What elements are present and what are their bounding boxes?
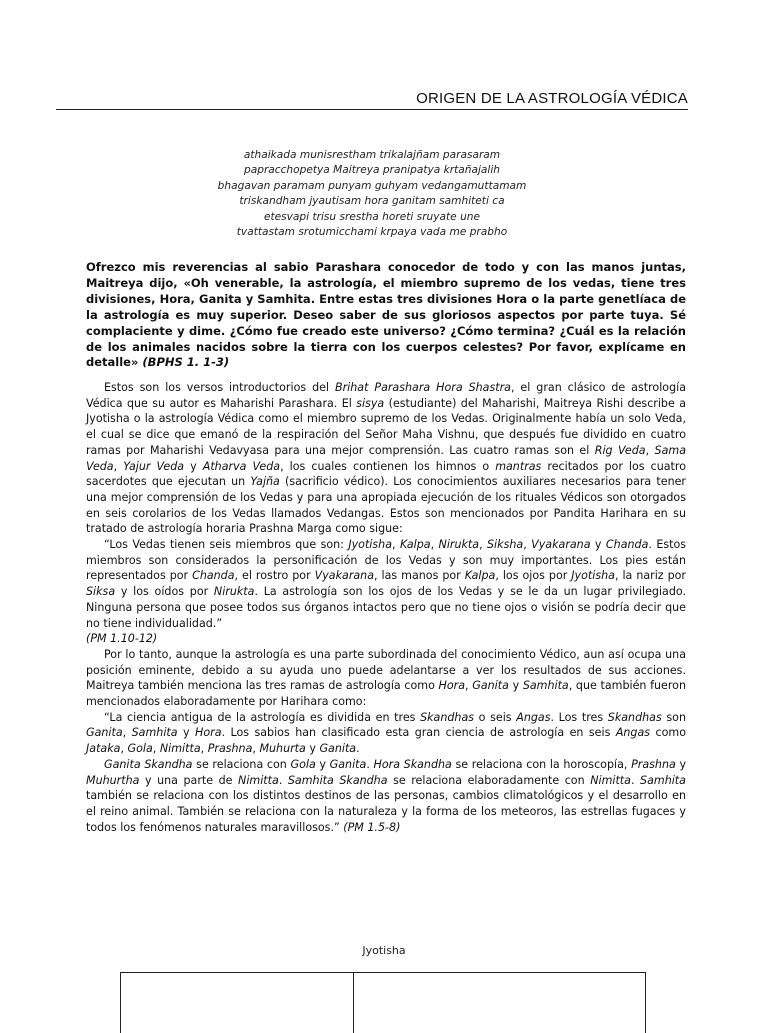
italic-run: Jyotisha bbox=[571, 569, 615, 583]
italic-run: Angas bbox=[516, 710, 551, 724]
text-run: y bbox=[177, 726, 196, 740]
italic-run: Chanda bbox=[192, 569, 235, 583]
italic-run: Siksha bbox=[487, 538, 524, 552]
italic-run: mantras bbox=[495, 459, 542, 473]
text-run: y bbox=[675, 757, 687, 771]
text-run: , el rostro por bbox=[234, 569, 315, 583]
quote-2 bbox=[86, 710, 686, 757]
italic-run: Hora bbox=[438, 679, 466, 693]
text-run: se relaciona elaboradamente con bbox=[387, 773, 591, 787]
text-run: , las manos por bbox=[374, 569, 465, 583]
text-run: recitados por los cuatro sacerdotes que ejecutan un bbox=[86, 459, 687, 489]
italic-run: Nimitta bbox=[159, 742, 201, 756]
text-run: se relaciona con la horoscopía, bbox=[451, 757, 632, 771]
italic-run: Angas bbox=[615, 726, 651, 740]
text-run: , bbox=[113, 459, 124, 473]
intro-reference: (BPHS 1. 1-3) bbox=[142, 355, 230, 370]
verse-line: etesvapi trisu srestha horeti sruyate une bbox=[263, 210, 481, 223]
text-run: , los ojos por bbox=[495, 569, 572, 583]
text-run: , bbox=[645, 443, 655, 457]
text-run: . bbox=[278, 773, 288, 787]
text-run: o seis bbox=[474, 710, 517, 724]
text-run: . Los tres bbox=[550, 710, 608, 724]
text-run: y los oídos por bbox=[115, 585, 214, 599]
italic-run: Gola bbox=[127, 742, 153, 756]
italic-run: Brihat Parashara Hora Shastra bbox=[335, 381, 511, 394]
text-run: son bbox=[661, 710, 686, 724]
sanskrit-verses bbox=[56, 148, 688, 240]
text-run: también se relaciona con los distintos destinos de las personas, cambios climatológicos y el desarrollo en el reino animal. También se relaciona con la naturaleza y la forma de los meteoros, las estrellas fugaces y todos los fenómenos naturales maravillosos.” bbox=[86, 789, 686, 834]
text-run: , bbox=[523, 538, 532, 552]
text-run: . bbox=[356, 742, 360, 756]
italic-run: Gola bbox=[290, 757, 316, 771]
italic-run: Jyotisha bbox=[348, 538, 392, 552]
text-run: como bbox=[650, 726, 686, 740]
verse-line: athaikada munisrestham trikalajñam parasaram bbox=[243, 149, 501, 161]
italic-run: Muhurta bbox=[259, 742, 306, 756]
italic-run: sisya bbox=[356, 396, 385, 410]
italic-run: Jataka bbox=[86, 742, 121, 756]
intro-paragraph bbox=[86, 260, 686, 371]
page-header bbox=[56, 90, 688, 110]
italic-run: Nimitta bbox=[590, 773, 631, 787]
text-run: , bbox=[479, 538, 488, 552]
text-run: . bbox=[366, 757, 374, 771]
text-run: y bbox=[315, 757, 330, 771]
italic-run: Hora Skandha bbox=[373, 757, 452, 771]
paragraph-2 bbox=[86, 647, 686, 710]
text-run: y bbox=[184, 459, 203, 473]
italic-run: Rig Veda bbox=[594, 443, 646, 457]
quote-3 bbox=[86, 757, 686, 836]
text-run: y bbox=[590, 538, 606, 552]
intro-text: Ofrezco mis reverencias al sabio Parashara conocedor de todo y con las manos juntas, Maitreya dijo, «Oh venerable, la astrología, el miembro supremo de los vedas, tiene tres divisiones, Hora, Ganita y Samhita. Entre estas tres divisiones Hora o la parte genetlíaca de la astrología es muy superior. Deseo saber de sus gloriosos aspectos por parte tuya. Sé complaciente y dime. ¿Cómo fue creado este universo? ¿Cómo termina? ¿Cuál es la relación de los animales nacidos sobre la tierra con los cuerpos celestes? Por favor, explícame en detalle» bbox=[86, 260, 686, 370]
text-run: (estudiante) del Maharishi, Maitreya Rishi describe a Jyotisha o la astrología Védica como el miembro supremo de los Vedas. Originalmente había un solo Veda, el cual se dice que emanó de la respiración del Señor Maha Vishnu, que después fue dividido en cuatro ramas por Maharishi Vedavyasa para una mejor comprensión. Las cuatro ramas son el bbox=[86, 396, 686, 457]
italic-run: Siksa bbox=[86, 585, 116, 599]
text-run: . bbox=[630, 773, 641, 787]
text-run: , bbox=[120, 742, 128, 756]
paragraph-1 bbox=[86, 380, 686, 537]
italic-run: Atharva Veda bbox=[202, 459, 281, 473]
italic-run: Ganita bbox=[329, 757, 367, 771]
text-run: . La astrología son los ojos de los Vedas y se le da un lugar privilegiado. Ninguna persona que posee todos sus órganos intactos pero que no tiene ojos o visión se podría decir que no tiene individualidad.” bbox=[86, 585, 686, 630]
italic-run: Prashna bbox=[207, 742, 253, 756]
text-run: , la nariz por bbox=[614, 569, 686, 583]
text-run: (sacrificio védico). Los conocimientos auxiliares necesarios para tener una mejor comprensión de los Vedas y para una apropiada ejecución de los rituales Védicos son otorgados en seis corolarios de los Vedas llamados Vedangas. Estos son mencionados por Pandita Harihara en su tratado de astrología horaria Prashna Marga como sigue: bbox=[86, 475, 686, 536]
text-run: . Los sabios han clasificado esta gran ciencia de astrología en seis bbox=[221, 726, 616, 740]
italic-run: Yajur Veda bbox=[123, 459, 185, 473]
text-run: , bbox=[252, 742, 260, 756]
italic-run: Ganita Skandha bbox=[104, 757, 193, 771]
reference-pm-1-10-12: (PM 1.10-12) bbox=[86, 632, 158, 646]
italic-run: Nimitta bbox=[238, 773, 279, 787]
italic-run: Nirukta bbox=[438, 538, 480, 552]
text-run: , bbox=[152, 742, 160, 756]
text-run: Por lo tanto, aunque la astrología es una parte subordinada del conocimiento Védico, aun así ocupa una posición eminente, debido a su ayuda uno puede adelantarse a ver los resultados de sus acciones. Maitreya también menciona las tres ramas de astrología como bbox=[86, 647, 686, 693]
italic-run: Skandhas bbox=[420, 710, 475, 724]
text-run: , los cuales contienen los himnos o bbox=[280, 459, 496, 473]
table-column-divider bbox=[353, 973, 354, 1033]
quote-1 bbox=[86, 537, 686, 631]
body-text bbox=[86, 380, 686, 835]
verse-line: triskandham jyautisam hora ganitam samhiteti ca bbox=[239, 195, 505, 208]
italic-run: Hora bbox=[195, 726, 222, 740]
text-run: , bbox=[465, 679, 473, 693]
page-title: ORIGEN DE LA ASTROLOGÍA VÉDICA bbox=[416, 90, 688, 107]
italic-run: Kalpa bbox=[399, 538, 431, 552]
verse-line: papracchopetya Maitreya pranipatya krtañajalih bbox=[244, 164, 500, 177]
italic-run: Vyakarana bbox=[314, 569, 375, 583]
italic-run: Vyakarana bbox=[531, 538, 591, 552]
text-run: , bbox=[122, 726, 132, 740]
text-run: se relaciona con bbox=[192, 757, 291, 771]
italic-run: Skandhas bbox=[607, 710, 662, 724]
italic-run: Samhita bbox=[640, 773, 686, 787]
italic-run: Kalpa bbox=[464, 569, 496, 583]
italic-run: Muhurtha bbox=[86, 773, 140, 787]
text-run: , bbox=[392, 538, 400, 552]
text-run: “Los Vedas tienen seis miembros que son: bbox=[104, 538, 349, 552]
italic-run: Samhita bbox=[131, 726, 178, 740]
italic-run: Ganita bbox=[472, 679, 509, 693]
text-run: , bbox=[200, 742, 208, 756]
italic-run: Samhita Skandha bbox=[287, 773, 388, 787]
italic-run: Ganita bbox=[86, 726, 123, 740]
page-footer-label: Jyotisha bbox=[362, 944, 406, 957]
text-run: y una parte de bbox=[139, 773, 239, 787]
text-run: Estos son los versos introductorios del bbox=[104, 381, 335, 394]
text-run: y bbox=[305, 742, 320, 756]
italic-run: Chanda bbox=[605, 538, 649, 552]
italic-run: Sama Veda bbox=[86, 443, 686, 473]
verse-line: tvattastam srotumicchami krpaya vada me prabho bbox=[236, 226, 508, 239]
text-run: “La ciencia antigua de la astrología es dividida en tres bbox=[104, 710, 421, 724]
text-run: . Estos miembros son considerados la personificación de los Vedas y son muy importantes. Los pies están representados por bbox=[86, 538, 687, 583]
verse-line: bhagavan paramam punyam guhyam vedangamuttamam bbox=[217, 179, 527, 192]
italic-run: Ganita bbox=[319, 742, 357, 756]
text-run: , que también fueron mencionados elaboradamente por Harihara como: bbox=[86, 679, 686, 709]
italic-run: Samhita bbox=[522, 679, 569, 693]
italic-run: (PM 1.5-8) bbox=[343, 820, 401, 834]
text-run: y bbox=[508, 679, 523, 693]
text-run: , el gran clásico de astrología Védica que su autor es Maharishi Parashara. El bbox=[86, 381, 686, 410]
italic-run: Yajña bbox=[250, 475, 280, 489]
italic-run: Nirukta bbox=[213, 585, 255, 599]
italic-run: Prashna bbox=[631, 757, 676, 771]
text-run: , bbox=[430, 538, 439, 552]
